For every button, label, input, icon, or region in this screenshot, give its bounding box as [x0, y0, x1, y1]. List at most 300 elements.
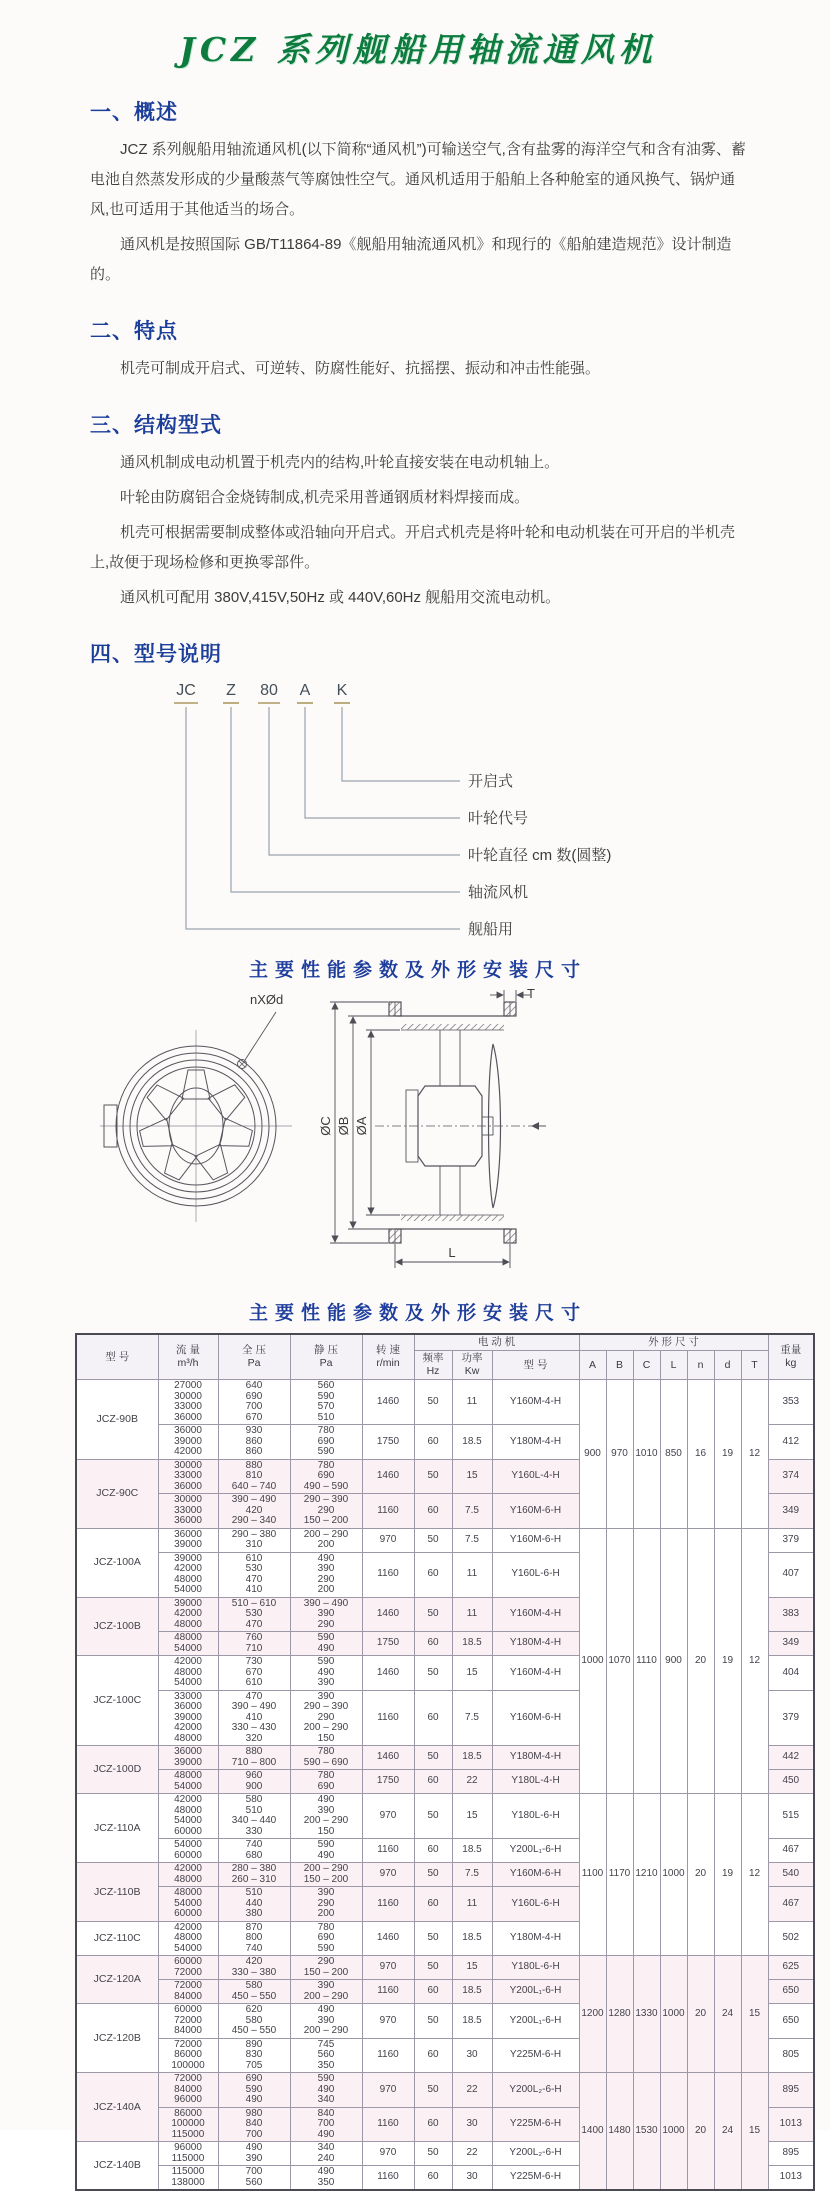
value-line: 86000 — [174, 2107, 202, 2119]
speed-cell: 1460 — [362, 1380, 414, 1425]
power-cell: 15 — [452, 1656, 492, 1691]
value-line: 150 — [317, 1732, 335, 1744]
header-dim-c: C — [633, 1351, 660, 1380]
paragraph: 机壳可制成开启式、可逆转、防腐性能好、抗摇摆、振动和冲击性能强。 — [120, 360, 601, 377]
value-line: 390 — [317, 1677, 335, 1688]
value-line: 290 — [317, 1573, 335, 1585]
weight-cell: 467 — [768, 1887, 814, 1922]
power-cell: 30 — [452, 2166, 492, 2191]
value-line: 39000 — [174, 1597, 202, 1609]
value-line: 980 — [245, 2107, 263, 2119]
value-line: 490 – 590 — [303, 1480, 349, 1492]
speed-cell: 1750 — [362, 1632, 414, 1656]
speed-cell: 1160 — [362, 2107, 414, 2142]
power-cell: 18.5 — [452, 1921, 492, 1956]
value-line: 340 — [317, 2094, 335, 2105]
value-line: 490 — [317, 1666, 335, 1678]
motor-model-cell: Y160M-4-H — [492, 1597, 579, 1632]
value-line: 705 — [245, 2059, 263, 2071]
frequency-cell: 60 — [414, 1632, 452, 1656]
speed-cell: 1460 — [362, 1597, 414, 1632]
total-pressure-cell — [218, 1459, 290, 1494]
flow-cell — [158, 1839, 218, 1863]
motor-model-cell: Y200L₁-6-H — [492, 1980, 579, 2004]
static-pressure-cell — [290, 1380, 362, 1425]
motor-model-cell: Y200L₁-6-H — [492, 1839, 579, 1863]
model-code-diagram — [110, 677, 750, 945]
value-line: 240 — [317, 2152, 335, 2164]
power-cell: 18.5 — [452, 1980, 492, 2004]
flow-cell — [158, 1794, 218, 1839]
power-cell: 7.5 — [452, 1528, 492, 1552]
value-line: 745 — [317, 2038, 335, 2050]
flow-cell — [158, 1597, 218, 1632]
power-cell: 18.5 — [452, 1746, 492, 1770]
section-heading-features: 二、特点 — [90, 320, 178, 343]
value-line: 680 — [245, 1849, 263, 1861]
motor-model-cell: Y180M-4-H — [492, 1746, 579, 1770]
total-pressure-cell — [218, 1956, 290, 1980]
motor-model-cell: Y160L-6-H — [492, 1552, 579, 1597]
dim-cell-t: 15 — [741, 1956, 768, 2073]
value-line: 610 — [245, 1677, 263, 1688]
model-cell: JCZ-90B — [76, 1380, 158, 1460]
value-line: 33000 — [174, 1690, 202, 1702]
motor-model-cell: Y180M-4-H — [492, 1425, 579, 1460]
total-pressure-cell — [218, 1656, 290, 1691]
weight-cell: 404 — [768, 1656, 814, 1691]
weight-cell: 383 — [768, 1597, 814, 1632]
frequency-cell: 60 — [414, 1494, 452, 1529]
value-line: 490 — [317, 2128, 335, 2140]
value-line: 100000 — [171, 2118, 205, 2129]
flow-cell — [158, 1459, 218, 1494]
dim-cell-l: 900 — [660, 1528, 687, 1794]
value-line: 530 — [245, 1563, 263, 1574]
frequency-cell: 50 — [414, 1459, 452, 1494]
leader-line — [305, 707, 460, 818]
value-line: 440 — [245, 1897, 263, 1909]
value-line: 420 — [245, 1956, 263, 1967]
value-line: 780 — [317, 1425, 335, 1436]
paragraph: 通风机是按照国际 GB/T11864-89《舰船用轴流通风机》和现行的《船舶建造规范》设计制造的。 — [90, 236, 732, 283]
value-line: 290 – 380 — [231, 1528, 277, 1540]
motor-model-cell: Y160M-6-H — [492, 1690, 579, 1746]
total-pressure-cell — [218, 1632, 290, 1656]
speed-cell: 1460 — [362, 1656, 414, 1691]
value-line: 780 — [317, 1459, 335, 1471]
dim-cell-t: 12 — [741, 1794, 768, 1956]
weight-cell: 349 — [768, 1494, 814, 1529]
value-line: 42000 — [174, 1863, 202, 1874]
value-line: 490 — [317, 1849, 335, 1861]
static-pressure-cell — [290, 1863, 362, 1887]
dim-cell-b: 1170 — [606, 1794, 633, 1956]
dim-label-t: T — [527, 986, 535, 1001]
value-line: 48000 — [174, 1632, 202, 1643]
model-code: A — [299, 682, 311, 699]
value-line: 590 — [317, 1656, 335, 1667]
value-line: 570 — [317, 1401, 335, 1412]
flow-cell — [158, 2166, 218, 2191]
header-static-pressure: 静 压 Pa — [290, 1334, 362, 1380]
value-line: 670 — [245, 1666, 263, 1678]
dim-cell-d: 24 — [714, 2073, 741, 2191]
speed-cell: 1460 — [362, 1459, 414, 1494]
model-cell: JCZ-100A — [76, 1528, 158, 1597]
value-line: 420 — [245, 1504, 263, 1516]
value-line: 560 — [317, 2049, 335, 2060]
total-pressure-cell — [218, 1746, 290, 1770]
value-line: 710 – 800 — [231, 1756, 277, 1768]
value-line: 48000 — [174, 1573, 202, 1585]
static-pressure-cell — [290, 1980, 362, 2004]
static-pressure-cell — [290, 2166, 362, 2191]
dim-cell-l: 1000 — [660, 1956, 687, 2073]
value-line: 350 — [317, 2176, 335, 2188]
motor-model-cell: Y160M-4-H — [492, 1656, 579, 1691]
value-line: 54000 — [174, 1780, 202, 1792]
frequency-cell: 50 — [414, 2004, 452, 2039]
speed-cell: 970 — [362, 2073, 414, 2108]
value-line: 72000 — [174, 2014, 202, 2026]
total-pressure-cell — [218, 1597, 290, 1632]
weight-cell: 1013 — [768, 2107, 814, 2142]
dim-cell-c: 1010 — [633, 1380, 660, 1529]
power-cell: 7.5 — [452, 1494, 492, 1529]
value-line: 590 — [317, 1632, 335, 1643]
value-line: 290 — [317, 1897, 335, 1909]
weight-cell: 467 — [768, 1839, 814, 1863]
value-line: 33000 — [174, 1401, 202, 1412]
motor-model-cell: Y180L-6-H — [492, 1956, 579, 1980]
total-pressure-cell — [218, 1380, 290, 1425]
fan-front-view — [100, 1012, 292, 1222]
value-line: 530 — [245, 1608, 263, 1619]
value-line: 410 — [245, 1711, 263, 1723]
value-line: 60000 — [174, 1825, 202, 1837]
table-row — [76, 1380, 814, 1425]
value-line: 84000 — [174, 2083, 202, 2095]
frequency-cell: 60 — [414, 1980, 452, 2004]
value-line: 760 — [245, 1632, 263, 1643]
power-cell: 18.5 — [452, 2004, 492, 2039]
power-cell: 15 — [452, 1956, 492, 1980]
value-line: 390 — [317, 2014, 335, 2026]
power-cell: 15 — [452, 1794, 492, 1839]
header-weight: 重量 kg — [768, 1334, 814, 1380]
spec-table-wrap — [75, 1333, 802, 2191]
frequency-cell: 60 — [414, 1690, 452, 1746]
weight-cell: 515 — [768, 1794, 814, 1839]
value-line: 780 — [317, 1921, 335, 1933]
frequency-cell: 50 — [414, 1863, 452, 1887]
frequency-cell: 50 — [414, 1656, 452, 1691]
value-line: 150 – 200 — [303, 1966, 349, 1978]
value-line: 42000 — [174, 1656, 202, 1667]
power-cell: 30 — [452, 2107, 492, 2142]
value-line: 510 — [317, 1411, 335, 1423]
motor-model-cell: Y200L₂-6-H — [492, 2073, 579, 2108]
static-pressure-cell — [290, 1597, 362, 1632]
static-pressure-cell — [290, 1690, 362, 1746]
value-line: 390 — [317, 1690, 335, 1702]
dim-cell-t: 15 — [741, 2073, 768, 2191]
dim-cell-a: 1100 — [579, 1794, 606, 1956]
total-pressure-cell — [218, 1863, 290, 1887]
dim-cell-a: 900 — [579, 1380, 606, 1529]
weight-cell: 450 — [768, 1770, 814, 1794]
paragraph: 通风机可配用 380V,415V,50Hz 或 440V,60Hz 舰船用交流电动机。 — [120, 589, 561, 606]
static-pressure-cell — [290, 1887, 362, 1922]
section-heading-overview: 一、概述 — [90, 101, 178, 124]
value-line: 640 — [245, 1380, 263, 1391]
dim-cell-n: 20 — [687, 2073, 714, 2191]
header-dims-group: 外 形 尺 寸 — [579, 1334, 768, 1351]
value-line: 48000 — [174, 1873, 202, 1885]
flow-cell — [158, 2073, 218, 2108]
header-dim-t: T — [741, 1351, 768, 1380]
value-line: 42000 — [174, 1446, 202, 1457]
dim-label-db: ØB — [336, 1116, 351, 1136]
frequency-cell: 60 — [414, 1770, 452, 1794]
value-line: 860 — [245, 1435, 263, 1447]
value-line: 290 – 340 — [231, 1515, 277, 1526]
static-pressure-cell — [290, 1921, 362, 1956]
paragraph: 通风机制成电动机置于机壳内的结构,叶轮直接安装在电动机轴上。 — [120, 454, 560, 471]
value-line: 60000 — [174, 1956, 202, 1967]
value-line: 880 — [245, 1746, 263, 1757]
motor-model-cell: Y180M-4-H — [492, 1632, 579, 1656]
value-line: 700 — [245, 2128, 263, 2140]
spec-table-header — [76, 1334, 814, 1380]
total-pressure-cell — [218, 1425, 290, 1460]
model-code-label: 轴流风机 — [468, 884, 529, 901]
weight-cell: 379 — [768, 1528, 814, 1552]
dim-cell-b: 970 — [606, 1380, 633, 1529]
speed-cell: 1160 — [362, 2038, 414, 2073]
motor-model-cell: Y180L-6-H — [492, 1794, 579, 1839]
model-cell: JCZ-100D — [76, 1746, 158, 1794]
value-line: 410 — [245, 1584, 263, 1595]
motor-model-cell: Y160M-6-H — [492, 1528, 579, 1552]
dim-cell-t: 12 — [741, 1380, 768, 1529]
value-line: 54000 — [174, 1815, 202, 1826]
frequency-cell: 60 — [414, 2166, 452, 2191]
value-line: 290 — [317, 1711, 335, 1723]
value-line: 115000 — [171, 2166, 205, 2177]
motor-model-cell: Y225M-6-H — [492, 2107, 579, 2142]
value-line: 200 — [317, 1539, 335, 1550]
model-code: JC — [176, 682, 196, 699]
value-line: 42000 — [174, 1563, 202, 1574]
value-line: 350 — [317, 2059, 335, 2071]
model-code: Z — [226, 682, 236, 699]
value-line: 84000 — [174, 1990, 202, 2002]
model-code: K — [336, 682, 348, 699]
power-cell: 18.5 — [452, 1839, 492, 1863]
model-cell: JCZ-100B — [76, 1597, 158, 1656]
static-pressure-cell — [290, 1746, 362, 1770]
dim-cell-l: 850 — [660, 1380, 687, 1529]
dim-cell-d: 19 — [714, 1528, 741, 1794]
value-line: 42000 — [174, 1722, 202, 1733]
flow-cell — [158, 2142, 218, 2166]
value-line: 72000 — [174, 2073, 202, 2084]
header-dim-a: A — [579, 1351, 606, 1380]
power-cell: 22 — [452, 2073, 492, 2108]
dim-cell-d: 19 — [714, 1380, 741, 1529]
speed-cell: 970 — [362, 1794, 414, 1839]
value-line: 39000 — [174, 1539, 202, 1550]
value-line: 490 — [317, 1552, 335, 1564]
static-pressure-cell — [290, 1425, 362, 1460]
value-line: 48000 — [174, 1770, 202, 1781]
value-line: 860 — [245, 1446, 263, 1457]
frequency-cell: 50 — [414, 1746, 452, 1770]
holes-leader-line — [245, 1012, 276, 1060]
weight-cell: 1013 — [768, 2166, 814, 2191]
dim-cell-a: 1200 — [579, 1956, 606, 2073]
flow-cell — [158, 1425, 218, 1460]
value-line: 48000 — [174, 1887, 202, 1898]
flow-cell — [158, 1770, 218, 1794]
value-line: 510 — [245, 1804, 263, 1816]
value-line: 390 – 490 — [303, 1597, 349, 1609]
static-pressure-cell — [290, 1956, 362, 1980]
total-pressure-cell — [218, 1494, 290, 1529]
header-motor-model: 型 号 — [492, 1351, 579, 1380]
value-line: 72000 — [174, 1980, 202, 1991]
header-total-pressure: 全 压 Pa — [218, 1334, 290, 1380]
value-line: 740 — [245, 1839, 263, 1850]
value-line: 39000 — [174, 1756, 202, 1768]
fan-side-view — [375, 1002, 546, 1243]
table-row — [76, 1794, 814, 1839]
motor-model-cell: Y180L-4-H — [492, 1770, 579, 1794]
weight-cell: 379 — [768, 1690, 814, 1746]
value-line: 450 – 550 — [231, 2025, 277, 2036]
speed-cell: 970 — [362, 1956, 414, 1980]
value-line: 840 — [245, 2118, 263, 2129]
speed-cell: 1160 — [362, 1839, 414, 1863]
total-pressure-cell — [218, 2107, 290, 2142]
dim-cell-c: 1110 — [633, 1528, 660, 1794]
value-line: 690 — [317, 1780, 335, 1792]
value-line: 150 — [317, 1825, 335, 1837]
dim-cell-b: 1280 — [606, 1956, 633, 2073]
value-line: 490 — [317, 1642, 335, 1654]
value-line: 33000 — [174, 1470, 202, 1481]
power-cell: 11 — [452, 1887, 492, 1922]
model-cell: JCZ-140B — [76, 2142, 158, 2191]
value-line: 490 — [245, 2142, 263, 2153]
speed-cell: 1460 — [362, 1921, 414, 1956]
flow-cell — [158, 1980, 218, 2004]
frequency-cell: 60 — [414, 1839, 452, 1863]
static-pressure-cell — [290, 1794, 362, 1839]
value-line: 260 – 310 — [231, 1873, 277, 1885]
header-dim-b: B — [606, 1351, 633, 1380]
value-line: 690 — [317, 1470, 335, 1481]
leader-line — [342, 707, 460, 781]
value-line: 54000 — [174, 1942, 202, 1954]
dim-cell-c: 1530 — [633, 2073, 660, 2191]
value-line: 590 — [317, 1942, 335, 1954]
value-line: 36000 — [174, 1515, 202, 1526]
value-line: 115000 — [171, 2128, 205, 2140]
motor-model-cell: Y160L-6-H — [492, 1887, 579, 1922]
flow-cell — [158, 2107, 218, 2142]
value-line: 690 — [317, 1435, 335, 1447]
value-line: 54000 — [174, 1677, 202, 1688]
motor-model-cell: Y180M-4-H — [492, 1921, 579, 1956]
value-line: 690 — [245, 1390, 263, 1402]
value-line: 36000 — [174, 1528, 202, 1540]
frequency-cell: 50 — [414, 1597, 452, 1632]
value-line: 84000 — [174, 2025, 202, 2036]
value-line: 930 — [245, 1425, 263, 1436]
flow-cell — [158, 1552, 218, 1597]
value-line: 560 — [317, 1380, 335, 1391]
value-line: 86000 — [174, 2049, 202, 2060]
value-line: 36000 — [174, 1701, 202, 1712]
motor-supports — [440, 1030, 460, 1215]
power-cell: 30 — [452, 2038, 492, 2073]
dim-cell-n: 20 — [687, 1528, 714, 1794]
static-pressure-cell — [290, 2004, 362, 2039]
value-line: 810 — [245, 1470, 263, 1481]
flow-cell — [158, 1494, 218, 1529]
frequency-cell: 60 — [414, 2038, 452, 2073]
static-pressure-cell — [290, 1839, 362, 1863]
value-line: 780 — [317, 1770, 335, 1781]
value-line: 490 — [317, 2083, 335, 2095]
value-line: 96000 — [174, 2094, 202, 2105]
power-cell: 11 — [452, 1380, 492, 1425]
total-pressure-cell — [218, 2038, 290, 2073]
model-cell: JCZ-90C — [76, 1459, 158, 1528]
header-speed: 转 速 r/min — [362, 1334, 414, 1380]
value-line: 36000 — [174, 1425, 202, 1436]
value-line: 200 – 290 — [303, 1815, 349, 1826]
value-line: 700 — [317, 2118, 335, 2129]
static-pressure-cell — [290, 1552, 362, 1597]
model-cell: JCZ-120B — [76, 2004, 158, 2073]
header-dim-d: d — [714, 1351, 741, 1380]
static-pressure-cell — [290, 2142, 362, 2166]
value-line: 490 — [317, 2166, 335, 2177]
value-line: 450 – 550 — [231, 1990, 277, 2002]
value-line: 48000 — [174, 1932, 202, 1943]
value-line: 42000 — [174, 1608, 202, 1619]
bolt-holes-label: nXØd — [250, 992, 284, 1007]
value-line: 39000 — [174, 1435, 202, 1447]
total-pressure-cell — [218, 1887, 290, 1922]
value-line: 60000 — [174, 1908, 202, 1919]
static-pressure-cell — [290, 2073, 362, 2108]
speed-cell: 1750 — [362, 1770, 414, 1794]
static-pressure-cell — [290, 2038, 362, 2073]
motor-model-cell: Y160L-4-H — [492, 1459, 579, 1494]
header-dim-l: L — [660, 1351, 687, 1380]
dim-cell-b: 1070 — [606, 1528, 633, 1794]
value-line: 115000 — [171, 2152, 205, 2164]
leader-line — [231, 707, 460, 892]
value-line: 800 — [245, 1932, 263, 1943]
power-cell: 11 — [452, 1597, 492, 1632]
dim-cell-c: 1210 — [633, 1794, 660, 1956]
